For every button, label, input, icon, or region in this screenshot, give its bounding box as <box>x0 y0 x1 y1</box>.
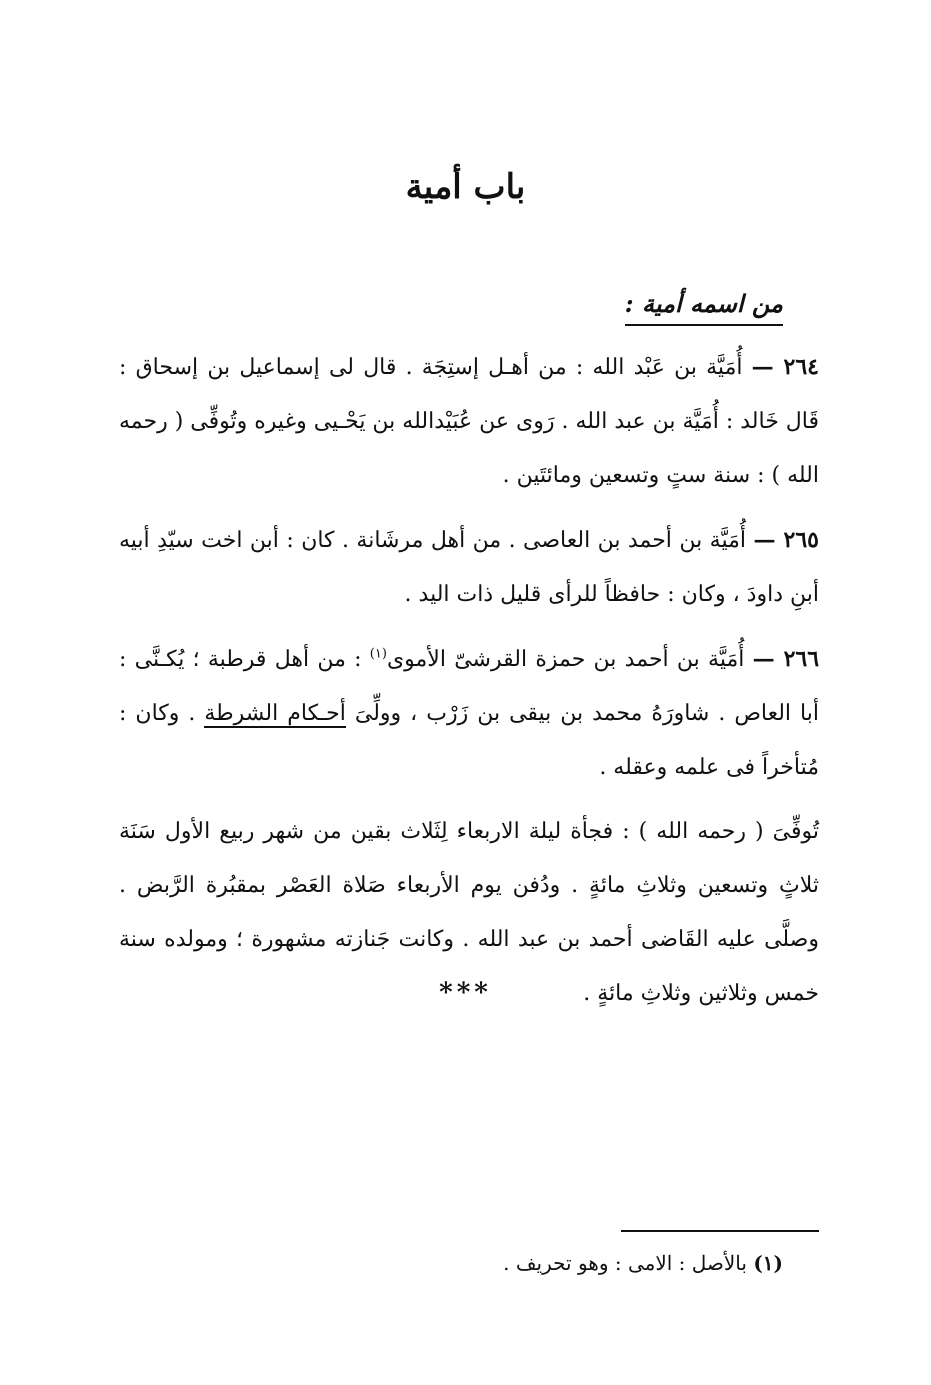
entry-text: أُمَيَّة بن أحمد بن حمزة القرشىّ الأموى <box>386 647 745 672</box>
main-text <box>119 340 819 1031</box>
entry-266 <box>119 632 819 795</box>
paragraph-text: تُوفِّىَ ( رحمه الله ) : فجأة ليلة الاربعاء لِثَلاث بقين من شهر ربيع الأول سَنَة ثلاثٍ وتسعين وثلاثِ مائةٍ . ودُفن يوم الأربعاء صَلاة العَصْر بمقبُرة الرَّبض . وصلَّى عليه القَاضى أحمد بن عبد الله . وكانت جَنازته مشهورة ؛ ومولده سنة خمس وثلاثين وثلاثِ مائةٍ . <box>119 819 819 1006</box>
entry-264 <box>119 340 819 503</box>
entry-number: ٢٦٦ — <box>752 646 820 672</box>
section-separator: *** <box>439 978 492 1008</box>
entry-265 <box>119 513 819 622</box>
entry-text-end: . وكان : مُتأخراً فى علمه وعقله . <box>119 701 819 780</box>
entry-text-continued: : من أهل قرطبة ؛ يُكـنَّى : أبا العاص . شاورَهُ محمد بن بيقى بن زَرْب ، وولِّىَ <box>119 647 819 726</box>
footnote-number: (١) <box>753 1251 783 1275</box>
entry-number: ٢٦٤ — <box>751 354 819 380</box>
chapter-title: باب أمية <box>405 167 526 207</box>
entry-text: أُمَيَّة بن عَبْد الله : من أهـل إستِجَة . قال لى إسماعيل بن إسحاق : قَال خَالد : أُمَيَّة بن عبد الله . رَوى عن عُبَيْدالله بن يَحْـيى وغيره وتُوفِّى ( رحمه الله ) : سنة ستٍ وتسعين ومائتَين . <box>119 355 819 488</box>
footnote <box>503 1246 783 1280</box>
underlined-phrase: أحـكام الشرطة <box>204 701 346 726</box>
footnote-reference: (١) <box>369 646 387 662</box>
section-heading: من اسمه أمية : <box>625 286 783 326</box>
entry-number: ٢٦٥ — <box>753 527 819 553</box>
footnote-divider <box>621 1230 819 1232</box>
footnote-text: بالأصل : الامى : وهو تحريف . <box>503 1251 747 1275</box>
entry-text: أُمَيَّة بن أحمد بن العاصى . من أهل مرشَانة . كان : أبن اخت سيّدِ أبيه أبنِ داودَ ، وكان : حافظاً للرأى قليل ذات اليد . <box>119 528 819 607</box>
